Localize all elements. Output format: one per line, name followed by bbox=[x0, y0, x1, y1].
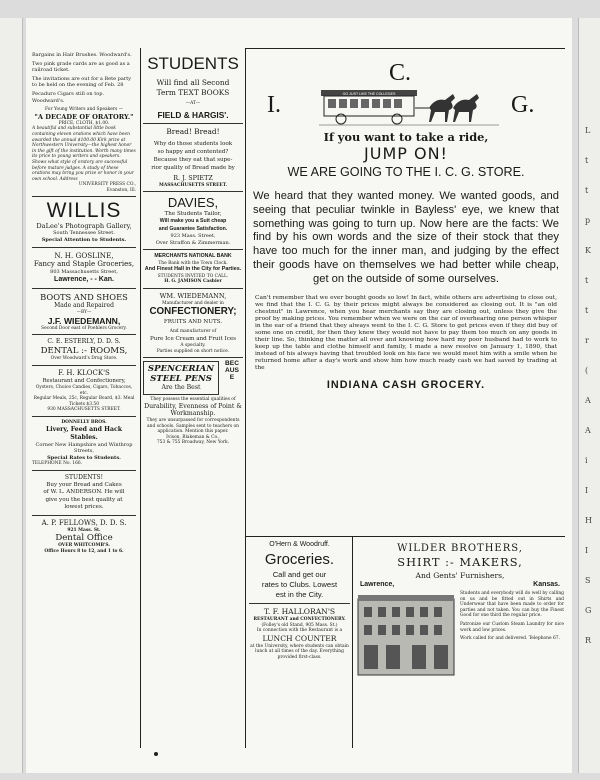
note-brushes: Bargains in Hair Brushes. Woodward's. bbox=[32, 52, 132, 58]
edge-letter: t bbox=[585, 306, 589, 315]
icg-letter-i: I. bbox=[267, 92, 281, 118]
column-2 bbox=[143, 54, 243, 754]
icg-small-copy: Can't remember that we ever bought goods so low! In fact, while others are advertising to close out, we find that the I. C. G. by their prices might always be considered as closing out. It is "an old chestnut" in Lawrence, when you hear merchants say they are closing out, unless they give the proof by making prices. You remember when we were on the car of overhearing one person whisper in the ear of a friend that they always went to the I. C. G. Store to get prices even if they did buy of some one on credit, for then they knew they would not have to pay them too much on any goods in their line. So, thinking the matter all over and knowing how hard my poor husband had to work to keep up the table and clothe himself and family, I made a new resolve on January 1, 1890, that instead of his always having that troubled look on his face we would meet him with a smile when he returned home after a day's work and show him how much ready cash we had saved by trading at the bbox=[255, 294, 557, 371]
ohern-halloran-column bbox=[249, 540, 350, 750]
trolley-windows bbox=[328, 99, 402, 108]
building-cornice bbox=[358, 595, 454, 601]
bank-name: MERCHANTS NATIONAL BANK bbox=[154, 253, 232, 260]
edge-letter: L bbox=[585, 126, 591, 135]
wilder-delivery: Work called for and delivered. Telephone 67. bbox=[460, 636, 560, 642]
wm-wiedemann-mfr: Manufacturer and dealer in bbox=[162, 300, 224, 306]
halloran-name: T. F. HALLORAN'S bbox=[263, 607, 336, 616]
spencerian-pens: STEEL PENS bbox=[150, 374, 212, 385]
trolley-sign: GO JUST LIKE THE COLLEGES bbox=[342, 92, 396, 96]
oratory-press: UNIVERSITY PRESS CO., bbox=[78, 182, 136, 188]
wilder-gents: And Gents' Furnishers, bbox=[415, 571, 505, 580]
davies-tailor: The Students Tailor, bbox=[164, 211, 222, 218]
fellows-location: OVER WHITCOMB'S. bbox=[58, 543, 110, 549]
willis-attention: Special Attention to Students. bbox=[41, 237, 127, 244]
donnelly-corner: Corner New Hampshire and Winthrop Streets, bbox=[35, 441, 133, 455]
oratory-city: Evanston, Ill. bbox=[106, 187, 136, 193]
boots-made: Made and Repaired bbox=[54, 302, 114, 310]
edge-letter: t bbox=[585, 186, 589, 195]
icg-indiana: INDIANA CASH GROCERY. bbox=[326, 378, 486, 391]
gosline-groceries: Fancy and Staple Groceries, bbox=[33, 259, 135, 268]
edge-letter: ( bbox=[585, 366, 589, 375]
wilder-body bbox=[356, 591, 564, 677]
edge-letter: G bbox=[585, 606, 592, 615]
edge-letter: S bbox=[585, 576, 591, 585]
oratory-title: "A DECADE OF ORATORY." bbox=[34, 112, 134, 121]
edge-letter: t bbox=[585, 156, 589, 165]
column-rule bbox=[245, 48, 246, 748]
horse-2 bbox=[453, 94, 479, 122]
top-rule bbox=[245, 48, 565, 49]
icg-big-copy: We heard that they wanted money. We wanted goods, and seeing that peculiar twinkle in Bayless' eye, we knew that something was going to turn up. Now here are the facts: We find by his own words and the size of their stock that they have too much for the inner man, and judging by the effect their goods have on themselves we had better while cheap, get on the outside of some ourselves. bbox=[253, 190, 559, 285]
wilder-shirt: SHIRT :- MAKERS, bbox=[397, 555, 523, 569]
anderson-line-4: lowest prices. bbox=[64, 504, 104, 511]
halloran-restaurant: RESTAURANT and CONFECTIONERY. bbox=[253, 617, 346, 622]
halloran-lunch: LUNCH COUNTER bbox=[262, 633, 337, 643]
edge-letter: i bbox=[585, 456, 588, 465]
edge-letter: H bbox=[585, 516, 592, 525]
students-line-1: Will find all Second bbox=[156, 78, 230, 87]
icg-letter-g: G. bbox=[511, 92, 535, 118]
halloran-connection: In connection with the Restaurant is a bbox=[256, 628, 343, 634]
ohern-groceries: Groceries. bbox=[264, 551, 335, 568]
icg-going: WE ARE GOING TO THE I. C. G. STORE. bbox=[287, 165, 525, 179]
edge-letter: p bbox=[585, 216, 591, 225]
spencerian-best: Are the Best bbox=[161, 384, 201, 392]
horse-1 bbox=[429, 94, 455, 122]
esterly-name: C. E. ESTERLY, D. D. S. bbox=[47, 338, 121, 346]
anderson-line-2: of W. L. ANDERSON. He will bbox=[43, 489, 125, 496]
esterly-dental: DENTAL :- ROOMS, bbox=[40, 346, 128, 357]
fellows-name: A. P. FELLOWS, D. D. S. bbox=[41, 518, 127, 527]
note-cigars: Pecaduro Cigars still on top. Woodward's. bbox=[32, 90, 105, 104]
bread-street: MASSACHUSETTS STREET. bbox=[159, 182, 227, 188]
anderson-line-3: give you the best quality at bbox=[45, 496, 123, 503]
davies-guarantee: and Guarantee Satisfaction. bbox=[158, 225, 228, 232]
note-invitations: The invitations are out for a Bete party to be held on the evening of Feb. 28 bbox=[32, 75, 132, 89]
column-rule bbox=[352, 536, 353, 748]
bank-note: The Bank with the Town Clock. bbox=[158, 260, 228, 266]
students-line-2: Term TEXT BOOKS bbox=[156, 88, 230, 97]
boots-wiedemann: J.F. WIEDEMANN, bbox=[47, 315, 121, 326]
klock-name: F. H. KLOCK'S bbox=[58, 369, 110, 378]
edge-letter: I bbox=[585, 546, 589, 555]
ohern-line-3: est in the City. bbox=[275, 590, 324, 599]
column-1 bbox=[32, 52, 136, 752]
bread-heading: Bread! Bread! bbox=[166, 126, 220, 136]
spencerian-ad bbox=[143, 361, 243, 395]
willis-address: South Tennessee Street. bbox=[53, 230, 115, 237]
willis-heading: WILLIS bbox=[46, 199, 122, 223]
wilder-building-illustration bbox=[356, 591, 456, 677]
anderson-heading: STUDENTS! bbox=[64, 473, 104, 481]
wm-confectionery: CONFECTIONERY; bbox=[149, 306, 237, 318]
spencerian-qualities: Durability, Evenness of Point & Workmanship. bbox=[144, 402, 242, 418]
wm-fruits: FRUITS AND NUTS. bbox=[163, 319, 223, 326]
wilder-name: WILDER BROTHERS, bbox=[397, 543, 523, 554]
wm-wiedemann-name: WM. WIEDEMANN, bbox=[159, 291, 227, 300]
icg-header bbox=[249, 54, 563, 126]
ohern-line-1: Call and get our bbox=[272, 570, 327, 579]
esterly-location: Over Woodward's Drug Store. bbox=[50, 356, 118, 362]
wm-ice-cream: Pure Ice Cream and Fruit Ices bbox=[149, 335, 237, 342]
ohern-line-2: rates to Clubs. Lowest bbox=[261, 580, 338, 589]
davies-heading: DAVIES, bbox=[167, 195, 219, 211]
donnelly-telephone: TELEPHONE No. 166. bbox=[32, 461, 83, 467]
edge-letter: A bbox=[585, 426, 591, 435]
spencerian-word: SPENCERIAN bbox=[147, 364, 215, 375]
right-page-edge bbox=[578, 18, 600, 773]
klock-restaurant: Restaurant and Confectionery, bbox=[42, 378, 126, 385]
edge-letter: I bbox=[585, 486, 589, 495]
edge-letter: t bbox=[585, 276, 589, 285]
donnelly-livery: Livery, Feed and Hack Stables. bbox=[45, 425, 123, 441]
horse-trolley-illustration bbox=[319, 88, 499, 128]
wm-parties: Parties supplied on short notice. bbox=[156, 348, 230, 354]
spencerian-publisher: Ivison, Blakeman & Co., bbox=[166, 434, 220, 440]
wilder-brothers-ad bbox=[356, 542, 564, 750]
wilder-copy bbox=[460, 591, 564, 677]
spencerian-because: BECAUSE bbox=[225, 360, 239, 381]
bread-spietz: R. J. SPIETZ bbox=[173, 173, 213, 182]
students-store: FIELD & HARGIS'. bbox=[157, 109, 229, 120]
gosline-city: Lawrence, - - Kan. bbox=[54, 276, 114, 284]
icg-jump: JUMP ON! bbox=[364, 144, 448, 163]
icg-advertisement bbox=[249, 54, 563, 532]
bread-line-1: Why do those students look bbox=[153, 140, 233, 147]
halloran-details: at the University, where students can obtain lunch at all times of the day. Everything provided first-class. bbox=[250, 643, 349, 660]
wilder-students: Students and everybody will do well by calling on us and be fitted out in Shirts and Underwear that have been made to order for parties and not taken. You can buy the Finest Good for one third the regular price. bbox=[460, 591, 564, 619]
wilder-lawrence: Lawrence, bbox=[360, 581, 395, 588]
ad-divider bbox=[245, 536, 565, 537]
bread-line-2: so happy and contented? bbox=[157, 148, 229, 155]
ohern-heading: O'Hern & Woodruff. bbox=[269, 541, 330, 548]
boots-location: Second Door east of Poehlers Grocery. bbox=[41, 325, 127, 331]
fellows-hours: Office Hours 8 to 12, and 1 to 6. bbox=[44, 548, 124, 554]
wm-specialty: A specialty. bbox=[180, 342, 206, 348]
icg-ride: If you want to take a ride, bbox=[323, 130, 489, 144]
students-at: —AT— bbox=[185, 101, 201, 106]
boots-by: —BY— bbox=[76, 310, 92, 316]
bank-hall: And Finest Hall in the City for Parties. bbox=[144, 266, 242, 273]
anderson-line-1: Buy your Bread and Cakes bbox=[46, 481, 122, 488]
spencerian-address: 753 & 755 Broadway, New York. bbox=[156, 440, 230, 446]
fellows-address: 921 Mass. St. bbox=[67, 527, 101, 533]
davies-address: 923 Mass. Street, bbox=[170, 233, 216, 239]
halloran-address: (Folley's old Stand, 905 Mass. St.) bbox=[261, 622, 338, 628]
icg-letter-c: C. bbox=[389, 60, 412, 86]
column-rule bbox=[140, 48, 141, 748]
davies-suit: Will make you a Suit cheap bbox=[159, 218, 227, 225]
wilder-kansas: Kansas. bbox=[533, 581, 560, 588]
edge-letter: K bbox=[585, 246, 591, 255]
wilder-laundry: Patronize our Custom Steam Laundry for nice work and low prices. bbox=[460, 621, 564, 633]
davies-over: Over Straffon & Zimmerman. bbox=[155, 239, 231, 246]
oratory-body: A beautiful and substantial little book containing eleven orations which have been awarded the annual $100.00 Kirk prize at Northwestern University—the highest honor in the gift of the institution. Worth many times its price to young writers and speakers. Shows what style of oratory are successful before mature judges. A study of these orations may bring you prize or honor in your own school. Address bbox=[32, 126, 136, 182]
boots-heading: BOOTS AND SHOES bbox=[40, 292, 128, 303]
spencerian-used: They are unsurpassed for correspondents and schools. Samples sent to teachers on application. Mention this paper. bbox=[146, 417, 240, 435]
oratory-kicker: For Young Writers and Speakers — bbox=[45, 107, 123, 113]
bread-line-4: rior quality of Bread made by bbox=[151, 164, 235, 171]
edge-letter: R bbox=[585, 636, 592, 645]
note-grade-cards: Two pink grade cards are as good as a railroad ticket. bbox=[32, 60, 130, 74]
spencerian-logo-box bbox=[143, 361, 219, 395]
students-heading: STUDENTS bbox=[147, 54, 239, 73]
donnelly-rates: Special Rates to Students. bbox=[47, 454, 121, 461]
wilder-city-line bbox=[356, 581, 564, 588]
klock-address: 930 MASSACHUSETTS STREET. bbox=[47, 407, 121, 413]
left-page-edge bbox=[0, 18, 23, 773]
bank-cashier: H. G. JAMISON Cashier bbox=[164, 279, 222, 285]
willis-gallery: DaLee's Photograph Gallery, bbox=[36, 222, 132, 231]
edge-letter: r bbox=[585, 336, 589, 345]
bread-line-3: Because they eat that supe- bbox=[153, 156, 233, 163]
newspaper-page bbox=[26, 18, 572, 773]
klock-offerings: Oysters, Choice Candies, Cigars, Tobaccos, etc. bbox=[35, 385, 133, 396]
klock-meals: Regular Meals, 25c, Regular Board, $3. Meal Tickets $3.50 bbox=[33, 396, 135, 407]
edge-letter: A bbox=[585, 396, 591, 405]
gosline-address: 803 Massachusetts Street, bbox=[50, 268, 118, 275]
wm-also: And manufacturer of bbox=[169, 329, 217, 335]
gosline-name: N. H. GOSLINE, bbox=[54, 250, 114, 260]
oratory-price: PRICE, CLOTH, $1.00. bbox=[58, 120, 110, 126]
donnelly-name: DONNELLY BROS. bbox=[61, 420, 107, 425]
bank-invited: STUDENTS INVITED TO CALL. bbox=[157, 273, 229, 279]
fellows-office: Dental Office bbox=[55, 533, 113, 544]
page-dot bbox=[154, 752, 158, 756]
spencerian-possess: They possess the essential qualities of bbox=[150, 397, 236, 403]
